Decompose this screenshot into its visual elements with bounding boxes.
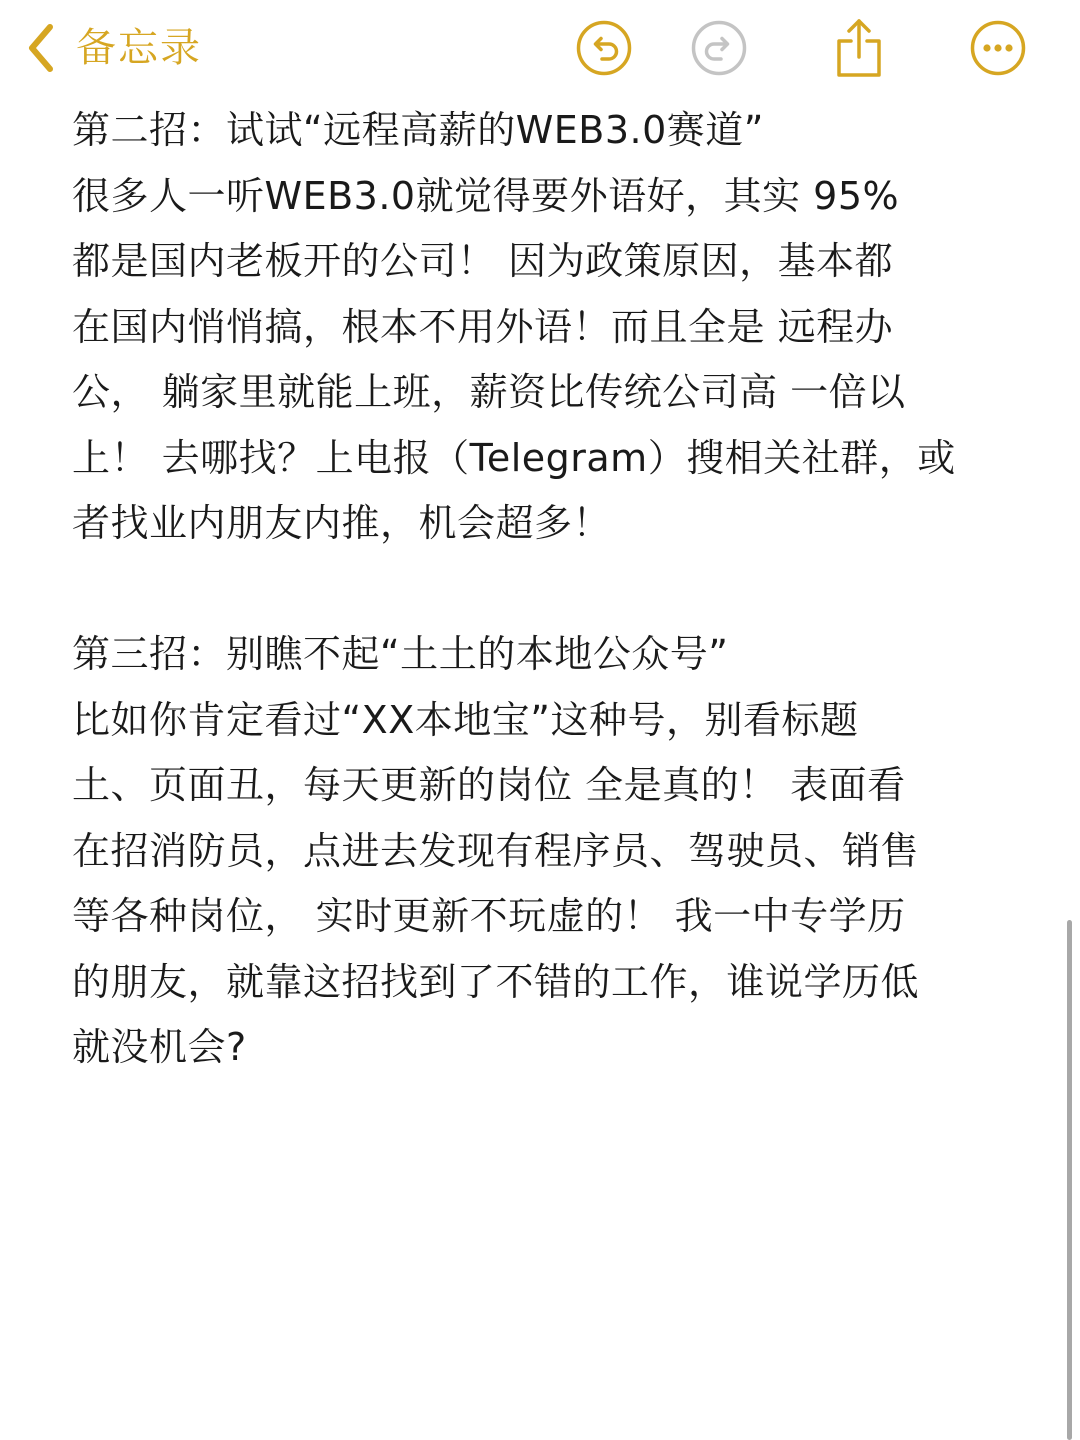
- note-line: 公， 躺家里就能上班，薪资比传统公司高 一倍以: [72, 370, 906, 414]
- undo-button[interactable]: [574, 18, 634, 78]
- back-label: 备忘录: [76, 25, 202, 71]
- note-line: 等各种岗位， 实时更新不玩虚的！ 我一中专学历: [72, 894, 906, 938]
- section-2-heading: 第二招：试试“远程高薪的WEB3.0赛道”: [72, 108, 764, 152]
- share-button[interactable]: [829, 18, 889, 78]
- undo-icon: [575, 19, 633, 77]
- back-button[interactable]: [26, 18, 202, 78]
- more-button[interactable]: [968, 18, 1028, 78]
- note-line: 就没机会?: [72, 1025, 247, 1069]
- note-body[interactable]: [72, 98, 1012, 1081]
- redo-icon: [690, 19, 748, 77]
- note-line: 比如你肯定看过“XX本地宝”这种号，别看标题: [72, 697, 859, 742]
- note-line: 上！ 去哪找？上电报（Telegram）搜相关社群，或: [72, 435, 956, 480]
- scrollbar[interactable]: [1067, 920, 1072, 1440]
- note-line: 的朋友，就靠这招找到了不错的工作，谁说学历低: [72, 959, 920, 1004]
- section-3-heading: 第三招：别瞧不起“土土的本地公众号”: [72, 632, 729, 676]
- note-line: 土、页面丑，每天更新的岗位 全是真的！ 表面看: [72, 763, 906, 807]
- share-icon: [831, 17, 887, 79]
- note-line: 都是国内老板开的公司！ 因为政策原因，基本都: [72, 239, 894, 283]
- redo-button[interactable]: [689, 18, 749, 78]
- note-line: 很多人一听WEB3.0就觉得要外语好，其实 95%: [72, 173, 900, 218]
- note-line: 在招消防员，点进去发现有程序员、驾驶员、销售: [72, 828, 920, 873]
- note-line: 者找业内朋友内推，机会超多！: [72, 501, 612, 545]
- note-line: 在国内悄悄搞，根本不用外语！而且全是 远程办: [72, 304, 894, 349]
- blank-line: [72, 557, 1012, 623]
- chevron-left-icon: [26, 23, 56, 73]
- navigation-bar: [0, 0, 1080, 100]
- more-icon: [969, 19, 1027, 77]
